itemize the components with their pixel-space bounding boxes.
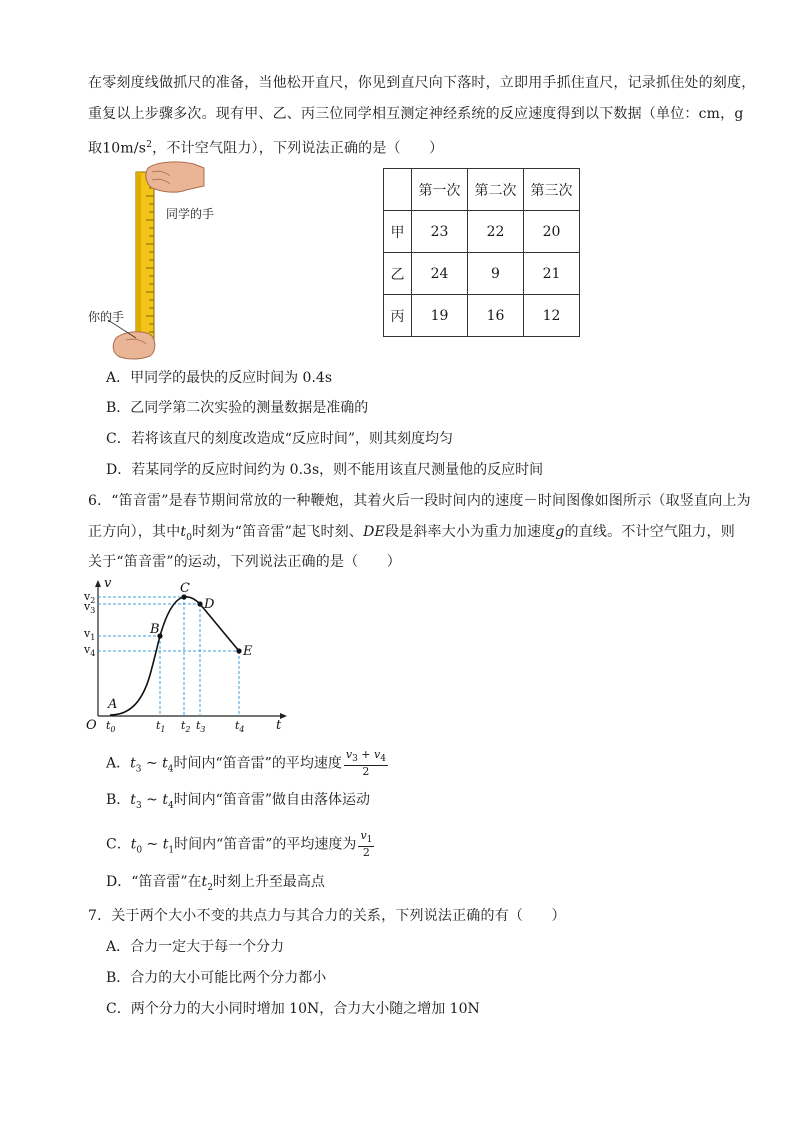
table-header-cell: 第一次 — [412, 169, 468, 211]
tick-t1: $t_1$ — [156, 719, 166, 734]
reaction-data-table — [383, 168, 580, 337]
q6-stem-line2: 正方向），其中$t_0$时刻为“笛音雷”起飞时刻、DE段是斜率大小为重力加速度g的直线。不计空气阻力，则 — [88, 524, 735, 543]
table-row — [384, 253, 580, 295]
table-row-name: 丙 — [384, 295, 412, 337]
table-cell: 24 — [412, 253, 468, 295]
point-d-marker — [197, 601, 202, 606]
table-cell: 12 — [524, 295, 580, 337]
table-cell: 23 — [412, 211, 468, 253]
ruler-illustration — [86, 160, 216, 365]
q5-stem-line3: 取$10m/s^2$，不计空气阻力），下列说法正确的是（ ） — [88, 140, 444, 157]
q6-option-d: D．“笛音雷”在$t_2$时刻上升至最高点 — [106, 874, 325, 893]
tick-v2: $v_2$ — [84, 590, 96, 605]
table-row — [384, 295, 580, 337]
point-d-label: D — [204, 597, 215, 612]
q7-stem: 7．关于两个大小不变的共点力与其合力的关系，下列说法正确的有（ ） — [88, 908, 566, 924]
q7-option-a: A．合力一定大于每一个分力 — [106, 939, 285, 955]
q5-option-a: A．甲同学的最快的反应时间为 0.4s — [106, 370, 333, 386]
table-row — [384, 211, 580, 253]
fraction: $\frac{v_3 + v_4}{2}$ — [345, 748, 386, 779]
v-axis-label: v — [104, 576, 112, 591]
point-a-label: A — [108, 697, 118, 712]
table-header-cell — [384, 169, 412, 211]
q7-option-b: B．合力的大小可能比两个分力都小 — [106, 970, 327, 986]
table-row-name: 甲 — [384, 211, 412, 253]
table-header-cell: 第三次 — [524, 169, 580, 211]
table-header-cell: 第二次 — [468, 169, 524, 211]
q6-option-b: B．$t_3$ ~ $t_4$时间内“笛音雷”做自由落体运动 — [106, 792, 371, 811]
q7-option-c: C．两个分力的大小同时增加 10N，合力大小随之增加 10N — [106, 1001, 480, 1017]
velocity-time-graph — [84, 575, 294, 735]
q5-option-c: C．若将该直尺的刻度改造成“反应时间”，则其刻度均匀 — [106, 431, 454, 447]
point-c-label: C — [180, 581, 190, 596]
q6-option-a: A．$t_3$ ~ $t_4$时间内“笛音雷”的平均速度 $\frac{v_3 + v_4}{2}$ — [106, 748, 386, 779]
table-cell: 16 — [468, 295, 524, 337]
table-cell: 19 — [412, 295, 468, 337]
table-row-name: 乙 — [384, 253, 412, 295]
q5-option-b: B．乙同学第二次实验的测量数据是准确的 — [106, 400, 369, 416]
tick-v1: $v_1$ — [84, 627, 96, 642]
t-axis-label: t — [276, 718, 282, 733]
tick-v3: $v_3$ — [84, 600, 96, 615]
point-e-marker — [236, 648, 241, 653]
table-cell: 20 — [524, 211, 580, 253]
tick-v4: $v_4$ — [84, 643, 96, 658]
point-b-label: B — [150, 622, 160, 637]
classmate-hand-label: 同学的手 — [166, 207, 215, 221]
table-header-row — [384, 169, 580, 211]
origin-label: O — [86, 718, 97, 733]
q6-stem-line3: 关于“笛音雷”的运动，下列说法正确的是（ ） — [88, 554, 401, 570]
tick-t3: $t_3$ — [196, 719, 206, 734]
tick-t2: $t_2$ — [181, 719, 191, 734]
q5-stem-line1: 在零刻度线做抓尺的准备，当他松开直尺，你见到直尺向下落时，立即用手抓住直尺，记录抓住处的刻度， — [88, 75, 756, 91]
point-e-label: E — [243, 644, 253, 659]
ruler-figure — [86, 160, 216, 365]
your-hand-label: 你的手 — [88, 310, 125, 324]
velocity-curve — [110, 597, 239, 715]
q6-option-c: C．$t_0$ ~ $t_1$时间内“笛音雷”的平均速度为 $\frac{v_1}{2}$ — [106, 829, 373, 860]
tick-t0: $t_0$ — [106, 719, 116, 734]
q6-stem-line1: 6．“笛音雷”是春节期间常放的一种鞭炮，其着火后一段时间内的速度－时间图像如图所示（取竖直向上为 — [88, 493, 751, 509]
fraction: $\frac{v_1}{2}$ — [360, 829, 373, 860]
tick-t4: $t_4$ — [235, 719, 245, 734]
table-cell: 21 — [524, 253, 580, 295]
graph-v-arrow — [95, 580, 101, 587]
q5-stem-line2: 重复以上步骤多次。现有甲、乙、丙三位同学相互测定神经系统的反应速度得到以下数据（单位：cm，g — [88, 106, 744, 122]
q5-option-d: D．若某同学的反应时间约为 0.3s，则不能用该直尺测量他的反应时间 — [106, 462, 544, 478]
table-cell: 9 — [468, 253, 524, 295]
table-cell: 22 — [468, 211, 524, 253]
